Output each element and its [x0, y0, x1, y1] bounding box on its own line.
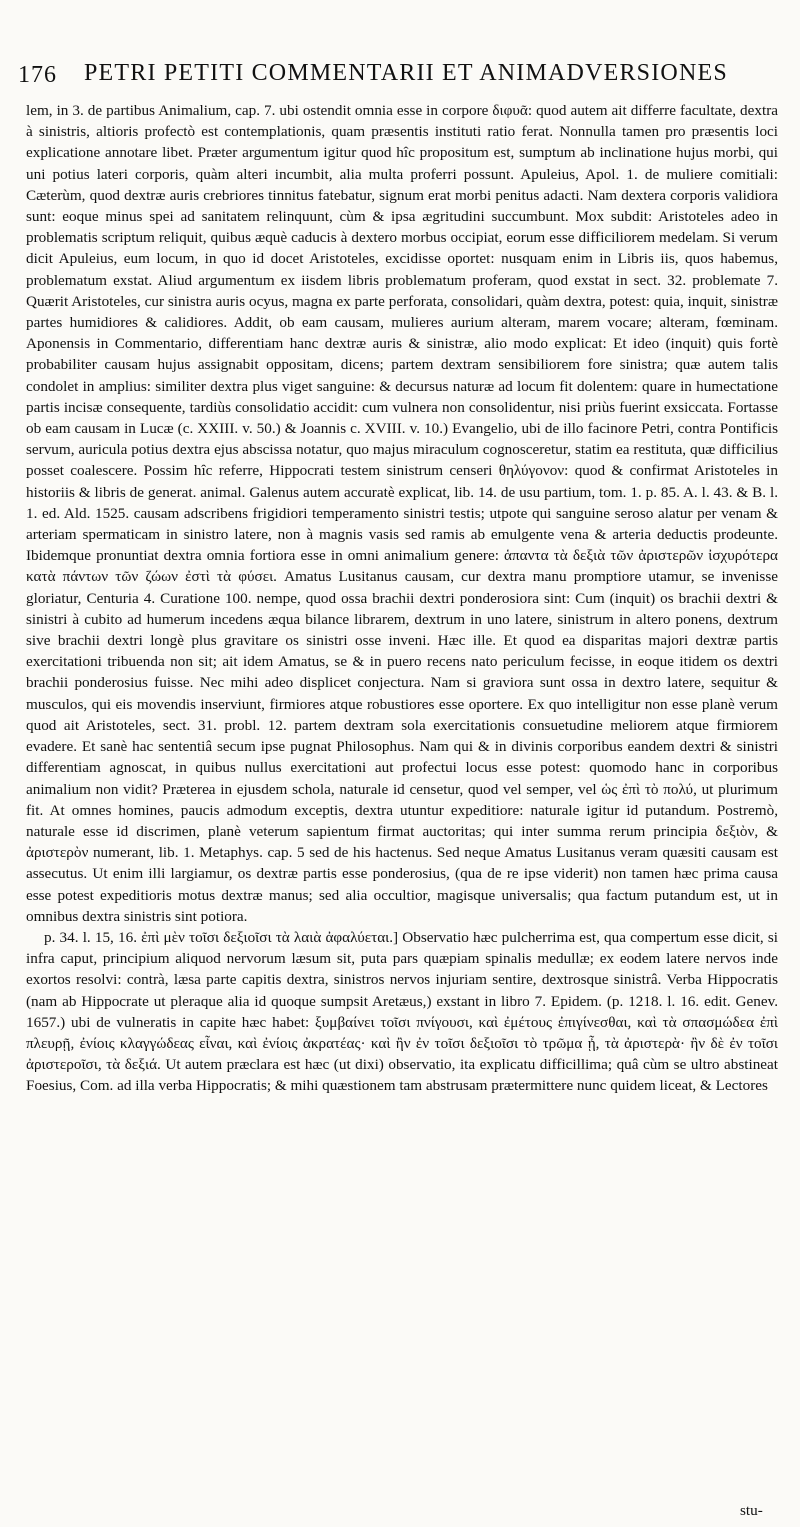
paragraph: lem, in 3. de partibus Animalium, cap. 7. ubi ostendit omnia esse in corpore διφυᾶ: quod autem ait differre facultate, dextra à sinistris, altioris profectò est contemplationis, quam præsentis instituti ratio ferat. Nonnulla tamen pro præsentis loci explicatione annotare libet. Præter argumentum igitur quod hîc propositum est, sumptum ab inclinatione hujus morbi, qui uni potius lateri corporis, quàm alteri incumbit, alia multa proferri possunt. Apuleius, Apol. 1. de muliere comitiali: Cæterùm, quod dextræ auris crebriores tinnitus fatebatur, signum erat morbi penitus adacti. Nam dextera corporis validiora sunt: eoque minus spei ad sanitatem relinquunt, cùm & ipsa ægritudini succumbunt. Mox subdit: Aristoteles adeo in problematis scriptum reliquit, quibus æquè caducis à dextero morbus occipiat, eorum esse difficiliorem medelam. Si verum dicit Apuleius, eum locum, in quo id docet Aristoteles, excidisse oportet: nusquam enim in Libris iis, quos habemus, problematum exstat. Aliud argumentum ex iisdem libris problematum proferam, quod exstat in sect. 32. problemate 7. Quærit Aristoteles, cur sinistra auris ocyus, magna ex parte perforata, consolidari, quàm dextra, potest: quia, inquit, sinistræ partes humidiores & calidiores. Addit, ob eam causam, mulieres aurium alteram, marem vocare; alteram, fœminam. Aponensis in Commentario, differentiam hanc dextræ auris & sinistræ, alio modo explicat: Et ideo (inquit) quis fortè probabiliter causam hujus assignabit oppositam, dicens; partem dextram sensibiliorem fore sinistra; quæ autem talis condolet in amplius: similiter dextra plus viget sanguine: & decursus naturæ ad locum fit dolentem: quare in humectatione partis incisæ consequente, tardiùs consolidatio accidit: cum vulnera non consolidentur, nisi priùs fuerint exsiccata. Fortasse ob eam causam in Lucæ (c. XXIII. v. 50.) & Joannis c. XVIII. v. 10.) Evangelio, ubi de illo facinore Petri, contra Pontificis servum, auricula potius dextra ejus abscissa notatur, quo majus miraculum cognosceretur, statim ea restituta, quæ difficilius posset coalescere. Possim hîc referre, Hippocrati testem sinistrum censeri θηλύγονον: quod & confirmat Aristoteles in historiis & libris de generat. animal. Galenus autem accuratè explicat, lib. 14. de usu partium, tom. 1. p. 85. A. l. 43. & B. l. 1. ed. Ald. 1525. causam adscribens frigidiori temperamento sinistri testis; utpote qui sanguine seroso alatur per venam & arteriam spermaticam in sinistro latere, non à magnis vasis sed ramis ab emulgente vena & arteria deductis prodeunte. Ibidemque pronuntiat dextra omnia fortiora esse in omni animalium genere: ἁπαντα τὰ δεξιὰ τῶν ἀριστερῶν ἰσχυρότερα κατὰ πάντων τῶν ζώων ἐστὶ τὰ φύσει. Amatus Lusitanus causam, cur dextra manu promptiore utamur, se invenisse gloriatur, Centuria 4. Curatione 100. nempe, quod ossa brachii dextri ponderosiora sint: Cum (inquit) os brachii dextri & sinistri à cubito ad humerum incedens æqua bilance librarem, dextrum in uno latere, sinistrum in altero ponens, dextrum sive brachii dextri longè plus gravitare os sinistri osse inveni. Hæc ille. Et quod ea disparitas majori dextræ partis exercitationi tribuenda non sit; ait idem Amatus, se & in puero recens nato periculum fecisse, in eoque itidem os dextri brachii ponderosius fuisse. Nec mihi adeo displicet conjectura. Nam si graviora sunt ossa in dextro latere, sequitur & musculos, qui eis movendis inserviunt, firmiores atque robustiores esse oportere. Ex quo intelligitur non esse planè verum quod ait Aristoteles, sect. 31. probl. 12. partem dextram sola exercitationis consuetudine meliorem atque firmiorem evadere. Et sanè hac sententiâ secum ipse pugnat Philosophus. Nam qui & in divinis corporibus eandem dextri & sinistri differentiam agnoscat, in quibus nullus exercitationi aut profectui locus esse potest: quomodo hanc in corporibus animalium non vidit? Præterea in ejusdem schola, naturale id censetur, quod vel semper, vel ὡς ἐπὶ τὸ πολύ, ut plurimum fit. At omnes homines, paucis admodum exceptis, dextra utuntur expeditiore: naturale igitur id putandum. Postremò, naturale esse id discrimen, planè veterum sapientum firmat auctoritas; qui inter summa rerum principia δεξιὸν, & ἀριστερὸν numerant, lib. 1. Metaphys. cap. 5 sed de his hactenus. Sed neque Amatus Lusitanus veram quæsiti causam est assecutus. Ut enim illi largiamur, os dextræ partis esse ponderosius, (qua de re ipse viderit) non tamen hæc prima causa esse potest expeditioris motus dextræ manus; sed alia occultior, magisque universalis; qua factum putandum est, ut in omnibus dextra sinistris sint potiora. — [26, 102, 778, 925]
page-number: 176 — [18, 62, 57, 88]
paragraph: p. 34. l. 15, 16. ἐπὶ μὲν τοῖσι δεξιοῖσι τὰ λαιὰ ἀφαλύεται.] Observatio hæc pulcherrima est, qua compertum esse dicit, si infra caput, principium aliquod nervorum læsum sit, puta pars quæpiam spinalis medullæ; ex eodem latere nervos inde exortos resolvi: contrà, læsa parte capitis dextra, sinistros nervos injuriam sentire, dextrosque sinistrâ. Verba Hippocratis (nam ab Hippocrate ut pleraque alia id quoque sumpsit Aretæus,) exstant in libro 7. Epidem. (p. 1218. l. 16. edit. Genev. 1657.) ubi de vulneratis in capite hæc habet: ξυμβαίνει τοῖσι πνίγουσι, καὶ ἐμέτους ἐπιγίνεσθαι, καὶ τὰ σπασμώδεα ἐπὶ πλευρῇ, ἐνίοις κλαγγώδεας εἶναι, καὶ ἐνίοις ἀκρατέας· καὶ ἢν ἐν τοῖσι δεξιοῖσι τὸ τρῶμα ᾖ, τὰ ἀριστερὰ· ἢν δὲ ἐν τοῖσι ἀριστεροῖσι, τὰ δεξιά. Ut autem præclara est hæc (ut dixi) observatio, ita explicatu difficillima; quâ cùm se ultro abstineat Foesius, Com. ad illa verba Hippocratis; & mihi quæstionem tam abstrusam prætermittere nunc quidem liceat, & Lectores — [26, 928, 778, 1095]
body-text — [26, 100, 778, 1097]
running-title: PETRI PETITI COMMENTARII ET ANIMADVERSIONES — [84, 60, 728, 86]
catchword: stu- — [740, 1502, 763, 1519]
page-header — [12, 56, 782, 96]
